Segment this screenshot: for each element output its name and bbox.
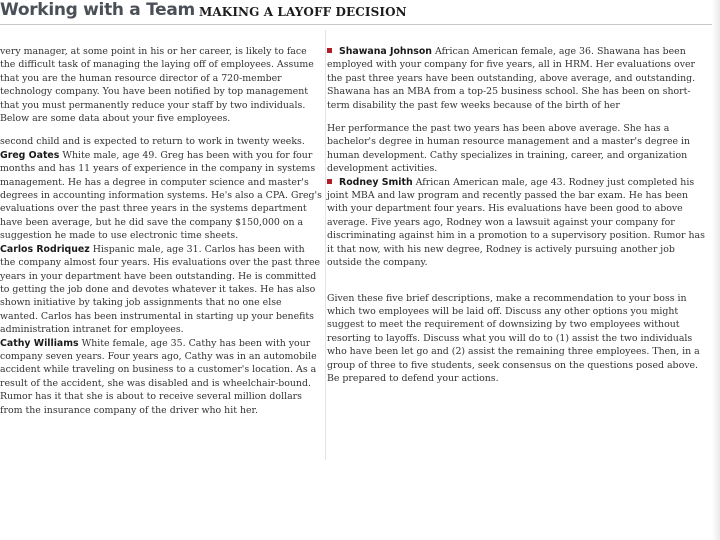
- employee-description: White male, age 49. Greg has been with you for four months and has 11 years of experience in the company in systems management. He has a degree in computer science and master's degrees in accounting information systems. He's also a CPA. Greg's evaluations over the past three years in the systems department have been average, but he did save the company $150,000 on a suggestion he made to use electronic time sheets.: [0, 149, 322, 242]
- page-edge-shadow: [712, 0, 720, 540]
- employee-entry-shawana: [327, 45, 711, 112]
- continuation-paragraph: Her performance the past two years has been above average. She has a bachelor's degree in human resource management and a master's degree in human development. Cathy specializes in training, career, and organization development activities.: [327, 123, 691, 175]
- left-column: [0, 45, 322, 417]
- document-title: MAKING A LAYOFF DECISION: [199, 5, 407, 19]
- employee-description: African American male, age 43. Rodney just completed his joint MBA and law program and recently passed the bar exam. He has been with your department four years. His evaluations have been good to above average. Five years ago, Rodney won a lawsuit against your company for discriminating against him in a promotion to a supervisory position. Rumor has it that now, with his new degree, Rodney is actively pursuing another job outside the company.: [327, 176, 705, 269]
- employee-description: White female, age 35. Cathy has been with your company seven years. Four years ago, Cathy was in an automobile accident while traveling on business to a customer's location. As a result of the accident, she was disabled and is wheelchair-bound. Rumor has it that she is about to receive several million dollars from the insurance company of the driver who hit her.: [0, 337, 317, 416]
- employee-name: Rodney Smith: [339, 176, 413, 188]
- employee-name: Carlos Rodriquez: [0, 243, 90, 255]
- intro-paragraph: very manager, at some point in his or her career, is likely to face the difficult task of managing the laying off of employees. Assume that you are the human resource director of a 720-member technology company. You have been notified by top management that you must permanently reduce your staff by two individuals. Below are some data about your five employees.: [0, 46, 314, 125]
- employee-entry-cathy: [0, 337, 322, 417]
- employee-description: African American female, age 36. Shawana has been employed with your company for five years, all in HRM. Her evaluations over the past three years have been outstanding, above average, and outstanding. Shawana has an MBA from a top-25 business school. She has been on short-term disability the past few weeks because of the birth of her: [327, 46, 696, 111]
- page-header: [0, 0, 720, 26]
- section-title: Working with a Team: [0, 0, 195, 20]
- employee-entry-greg: [0, 149, 322, 243]
- employee-entry-carlos: [0, 243, 322, 337]
- right-column: [327, 45, 711, 385]
- column-divider: [325, 30, 326, 460]
- continuation-paragraph: second child and is expected to return to work in twenty weeks.: [0, 136, 305, 148]
- employee-name: Greg Oates: [0, 149, 60, 161]
- bullet-square-icon: [327, 179, 332, 184]
- employee-entry-rodney: [327, 176, 711, 270]
- employee-name: Shawana Johnson: [339, 46, 432, 57]
- closing-paragraph: Given these five brief descriptions, make a recommendation to your boss in which two employees will be laid off. Discuss any other options you might suggest to meet the requirement of downsizing by two employees without resorting to layoffs. Discuss what you will do to (1) assist the two individuals who have been let go and (2) assist the remaining three employees. Then, in a group of three to five students, seek consensus on the questions posed above. Be prepared to defend your actions.: [327, 292, 700, 384]
- employee-description: Hispanic male, age 31. Carlos has been with the company almost four years. His evaluations over the past three years in your department have been outstanding. He is committed to getting the job done and devotes whatever it takes. He has also shown initiative by taking job assignments that no one else wanted. Carlos has been instrumental in starting up your benefits administration intranet for employees.: [0, 243, 321, 336]
- bullet-square-icon: [327, 48, 332, 53]
- header-rule: [0, 24, 720, 25]
- employee-name: Cathy Williams: [0, 337, 79, 349]
